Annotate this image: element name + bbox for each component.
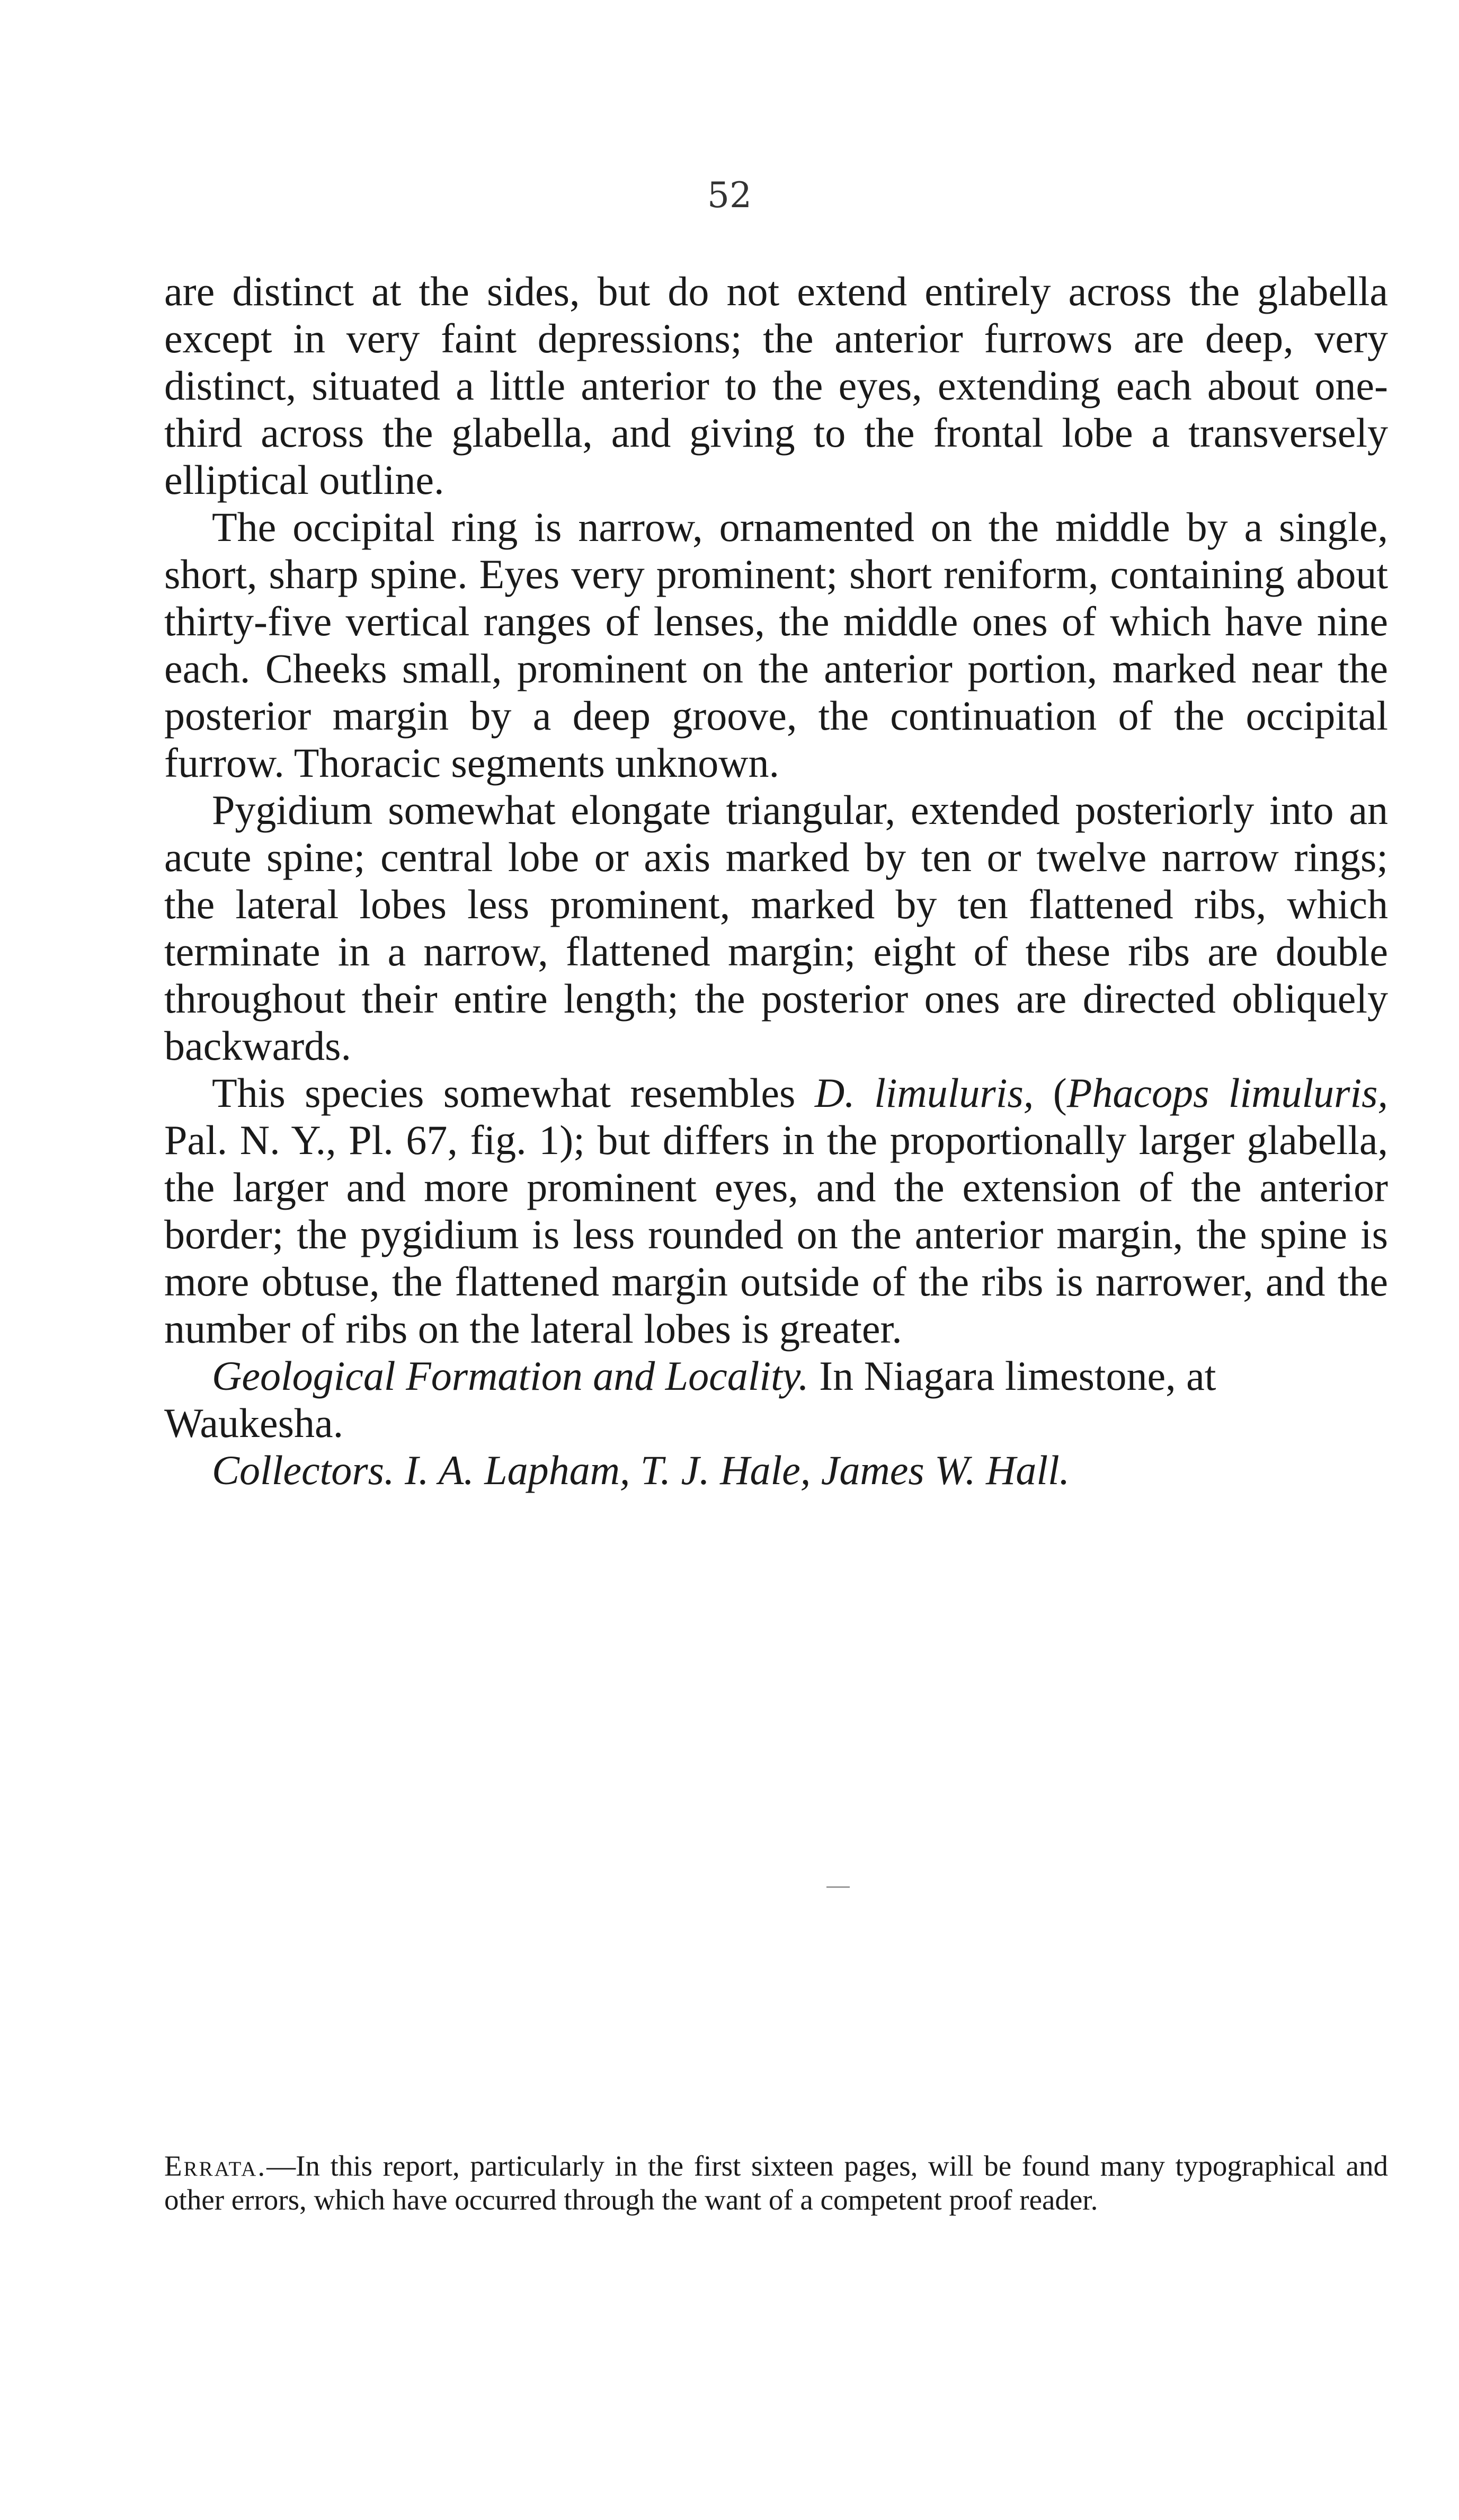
paragraph-collectors xyxy=(164,1447,1388,1494)
species-name: D. limuluris, xyxy=(814,1070,1034,1116)
locality-label: Geological Formation and Locality. xyxy=(212,1353,809,1399)
errata-label: Errata. xyxy=(164,2150,267,2182)
paragraph-comparison xyxy=(164,1069,1388,1352)
locality-text: In Niagara limestone, at Waukesha. xyxy=(164,1353,1216,1446)
errata-text: —In this report, particularly in the first sixteen pages, will be found many typographical and other errors, which have occurred through the want of a competent proof reader. xyxy=(164,2150,1388,2216)
paragraph-locality xyxy=(164,1352,1388,1447)
short-divider xyxy=(826,1886,850,1888)
comparison-text-1: This species somewhat resembles xyxy=(212,1070,815,1116)
collectors-names: I. A. Lapham, T. J. Hale, James W. Hall. xyxy=(405,1447,1070,1493)
page-number: 52 xyxy=(707,175,752,216)
paragraph-continuation: are distinct at the sides, but do not extend entirely across the glabella except in very faint depressions; the anterior furrows are deep, very distinct, situated a little anterior to the eyes, extending each about one-third across the glabella, and giving to the frontal lobe a transversely elliptical outline. xyxy=(164,268,1388,503)
comparison-text-3: Pal. N. Y., Pl. 67, fig. 1); but differs in the proportionally larger glabella, the larger and more prominent eyes, and the extension of the anterior border; the pygidium is less rounded on the anterior margin, the spine is more obtuse, the flattened margin outside of the ribs is narrower, and the number of ribs on the lateral lobes is greater. xyxy=(164,1117,1388,1352)
comparison-text-2: ( xyxy=(1034,1070,1067,1116)
paragraph-occipital-ring: The occipital ring is narrow, ornamented on the middle by a single, short, sharp spine. Eyes very prominent; short reniform, containing about thirty-five vertical ranges of lenses, the middle ones of which have nine each. Cheeks small, prominent on the anterior portion, marked near the posterior margin by a deep groove, the continuation of the occipital furrow. Thoracic segments unknown. xyxy=(164,504,1388,786)
collectors-label: Collectors. xyxy=(212,1447,395,1493)
synonym-name: Phacops limuluris, xyxy=(1066,1070,1389,1116)
paragraph-pygidium: Pygidium somewhat elongate triangular, extended posteriorly into an acute spine; central lobe or axis marked by ten or twelve narrow rings; the lateral lobes less prominent, marked by ten flattened ribs, which terminate in a narrow, flattened margin; eight of these ribs are double throughout their entire length; the posterior ones are directed obliquely backwards. xyxy=(164,787,1388,1069)
main-text xyxy=(164,268,1388,1494)
errata-note xyxy=(164,2149,1388,2217)
